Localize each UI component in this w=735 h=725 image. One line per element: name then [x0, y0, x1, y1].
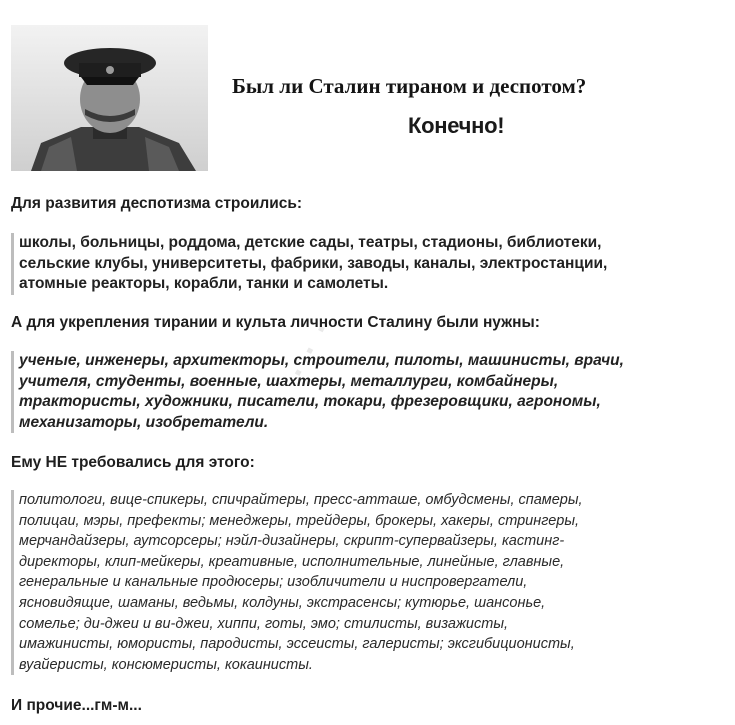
- text-line: мерчандайзеры, аутсорсеры; нэйл-дизайнеры, скрипт-супервайзеры, кастинг-: [19, 533, 565, 550]
- quote-block-3: [11, 490, 719, 675]
- text-line: вуайеристы, консюмеристы, кокаинисты.: [19, 656, 313, 673]
- section-heading-1: Для развития деспотизма строились:: [11, 195, 303, 212]
- text-line: ученые, инженеры, архитекторы, строители, пилоты, машинисты, врачи,: [19, 352, 624, 369]
- text-line: механизаторы, изобретатели.: [19, 413, 269, 431]
- portrait-illustration: [11, 25, 208, 171]
- page-title: Был ли Сталин тираном и деспотом?: [232, 74, 587, 98]
- section-heading-3: Ему НЕ требовались для этого:: [11, 454, 255, 471]
- quote-block-2: [11, 351, 719, 433]
- section-heading-2: А для укрепления тирании и культа личности Сталину были нужны:: [11, 314, 540, 331]
- text-line: имажинисты, юмористы, пародисты, эссеисты, галеристы; эксгибиционисты,: [19, 636, 575, 653]
- footer-text: И прочие...гм-м...: [11, 697, 142, 714]
- text-line: политологи, вице-спикеры, спичрайтеры, пресс-атташе, омбудсмены, спамеры,: [19, 492, 583, 508]
- watermark: · · ·: [279, 312, 343, 386]
- text-line: трактористы, художники, писатели, токари, фрезеровщики, агрономы,: [19, 393, 601, 410]
- text-line: атомные реакторы, корабли, танки и самолеты.: [19, 275, 389, 292]
- answer-text: Конечно!: [408, 113, 505, 138]
- text-line: генеральные и канальные продюсеры; изобличители и ниспровергатели,: [19, 574, 528, 591]
- quote-block-1: [11, 233, 719, 295]
- text-line: директоры, клип-мейкеры, креативные, исполнительные, линейные, главные,: [19, 553, 565, 570]
- text-line: сельские клубы, университеты, фабрики, заводы, каналы, электростанции,: [19, 254, 608, 272]
- text-line: полицаи, мэры, префекты; менеджеры, трейдеры, брокеры, хакеры, стрингеры,: [19, 512, 580, 529]
- text-line: сомелье; ди-джеи и ви-джеи, хиппи, готы, эмо; стилисты, визажисты,: [19, 615, 509, 632]
- portrait-photo: [11, 25, 208, 171]
- text-line: школы, больницы, роддома, детские сады, театры, стадионы, библиотеки,: [19, 234, 602, 251]
- text-line: ясновидящие, шаманы, ведьмы, колдуны, экстрасенсы; кутюрье, шансонье,: [19, 594, 546, 611]
- text-line: учителя, студенты, военные, шахтеры, металлурги, комбайнеры,: [19, 372, 559, 390]
